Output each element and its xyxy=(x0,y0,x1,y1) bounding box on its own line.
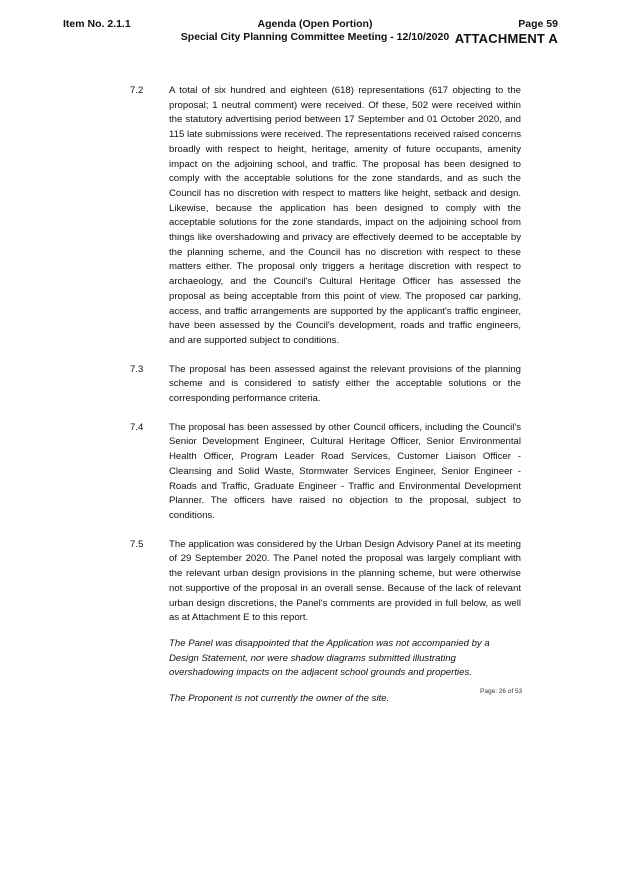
section-number: 7.2 xyxy=(130,85,144,96)
section-item xyxy=(0,538,622,707)
section-item xyxy=(0,84,622,349)
section-text: The application was considered by the Urban Design Advisory Panel at its meeting of 29 September 2020. The Panel noted the proposal was largely compliant with the relevant urban design provisions in the planning scheme, but were otherwise not supportive of the proposal in an overall sense. Because of the lack of relevant urban design discretions, the Panel's comments are provided in full below, as well as at Attachment E to this report. xyxy=(169,538,521,624)
meeting-label: Special City Planning Committee Meeting - 12/10/2020 xyxy=(180,30,450,43)
page-header xyxy=(0,16,622,50)
document-body xyxy=(0,84,622,721)
section-number: 7.5 xyxy=(130,538,144,550)
section-text: The proposal has been assessed by other Council officers, including the Council's Senior Development Engineer, Cultural Heritage Officer, Senior Environmental Health Officer, Program Leader Road Services, Customer Liaison Officer - Cleansing and Solid Waste, Stormwater Services Engineer, Senior Engineer - Roads and Traffic, Graduate Engineer - Traffic and Environmental Development Planner. The officers have raised no objection to the proposal, subject to conditions. xyxy=(169,421,521,521)
meeting-title xyxy=(160,18,470,43)
panel-quote: The Proponent is not currently the owner of the site. xyxy=(169,693,390,705)
page-number: Page 59 xyxy=(518,18,558,30)
panel-quote: The Panel was disappointed that the Application was not accompanied by a Design Statement, nor were shadow diagrams submitted illustrating overshadowing impacts on the adjacent school grounds and properties. xyxy=(169,637,490,679)
page-info xyxy=(455,18,558,46)
item-number-label: Item No. 2.1.1 xyxy=(63,18,131,30)
section-item xyxy=(0,421,622,524)
attachment-label: ATTACHMENT A xyxy=(454,30,558,46)
section-item xyxy=(0,363,622,407)
section-number: 7.3 xyxy=(130,363,144,375)
section-number: 7.4 xyxy=(130,421,144,433)
section-text: The proposal has been assessed against the relevant provisions of the planning scheme and is considered to satisfy either the acceptable solutions or the corresponding performance criteria. xyxy=(169,363,521,405)
agenda-label: Agenda (Open Portion) xyxy=(257,18,373,30)
page-footer: Page: 26 of 53 xyxy=(480,688,523,695)
section-text: A total of six hundred and eighteen (618) representations (617 objecting to the proposal; 1 neutral comment) were received. Of these, 502 were received within the statutory advertising period between 17 September and 01 October 2020, and 115 late submissions were received. The representations received raised concerns broadly with respect to height, heritage, amenity of future occupants, amenity impact on the adjoining school, and traffic. The proposal has been designed to comply with the acceptable solutions for the zone standards, and as such the Council has no discretion with respect to matters like height, setback and design. Likewise, because the application has been designed to comply with the acceptable solutions for the zone standards, impact on the adjoining school from things like overshadowing and privacy are effectively deemed to be acceptable by the planning scheme, and the Council has no discretion with respect to these matters either. The proposal only triggers a heritage discretion with respect to archaeology, and the Council's Cultural Heritage Officer has assessed the proposal as being acceptable from this point of view. The proposed car parking, access, and traffic arrangements are supported by the applicant's traffic engineer, have been assessed by the Council's development, roads and traffic engineers, and are supported subject to conditions. xyxy=(169,85,521,346)
